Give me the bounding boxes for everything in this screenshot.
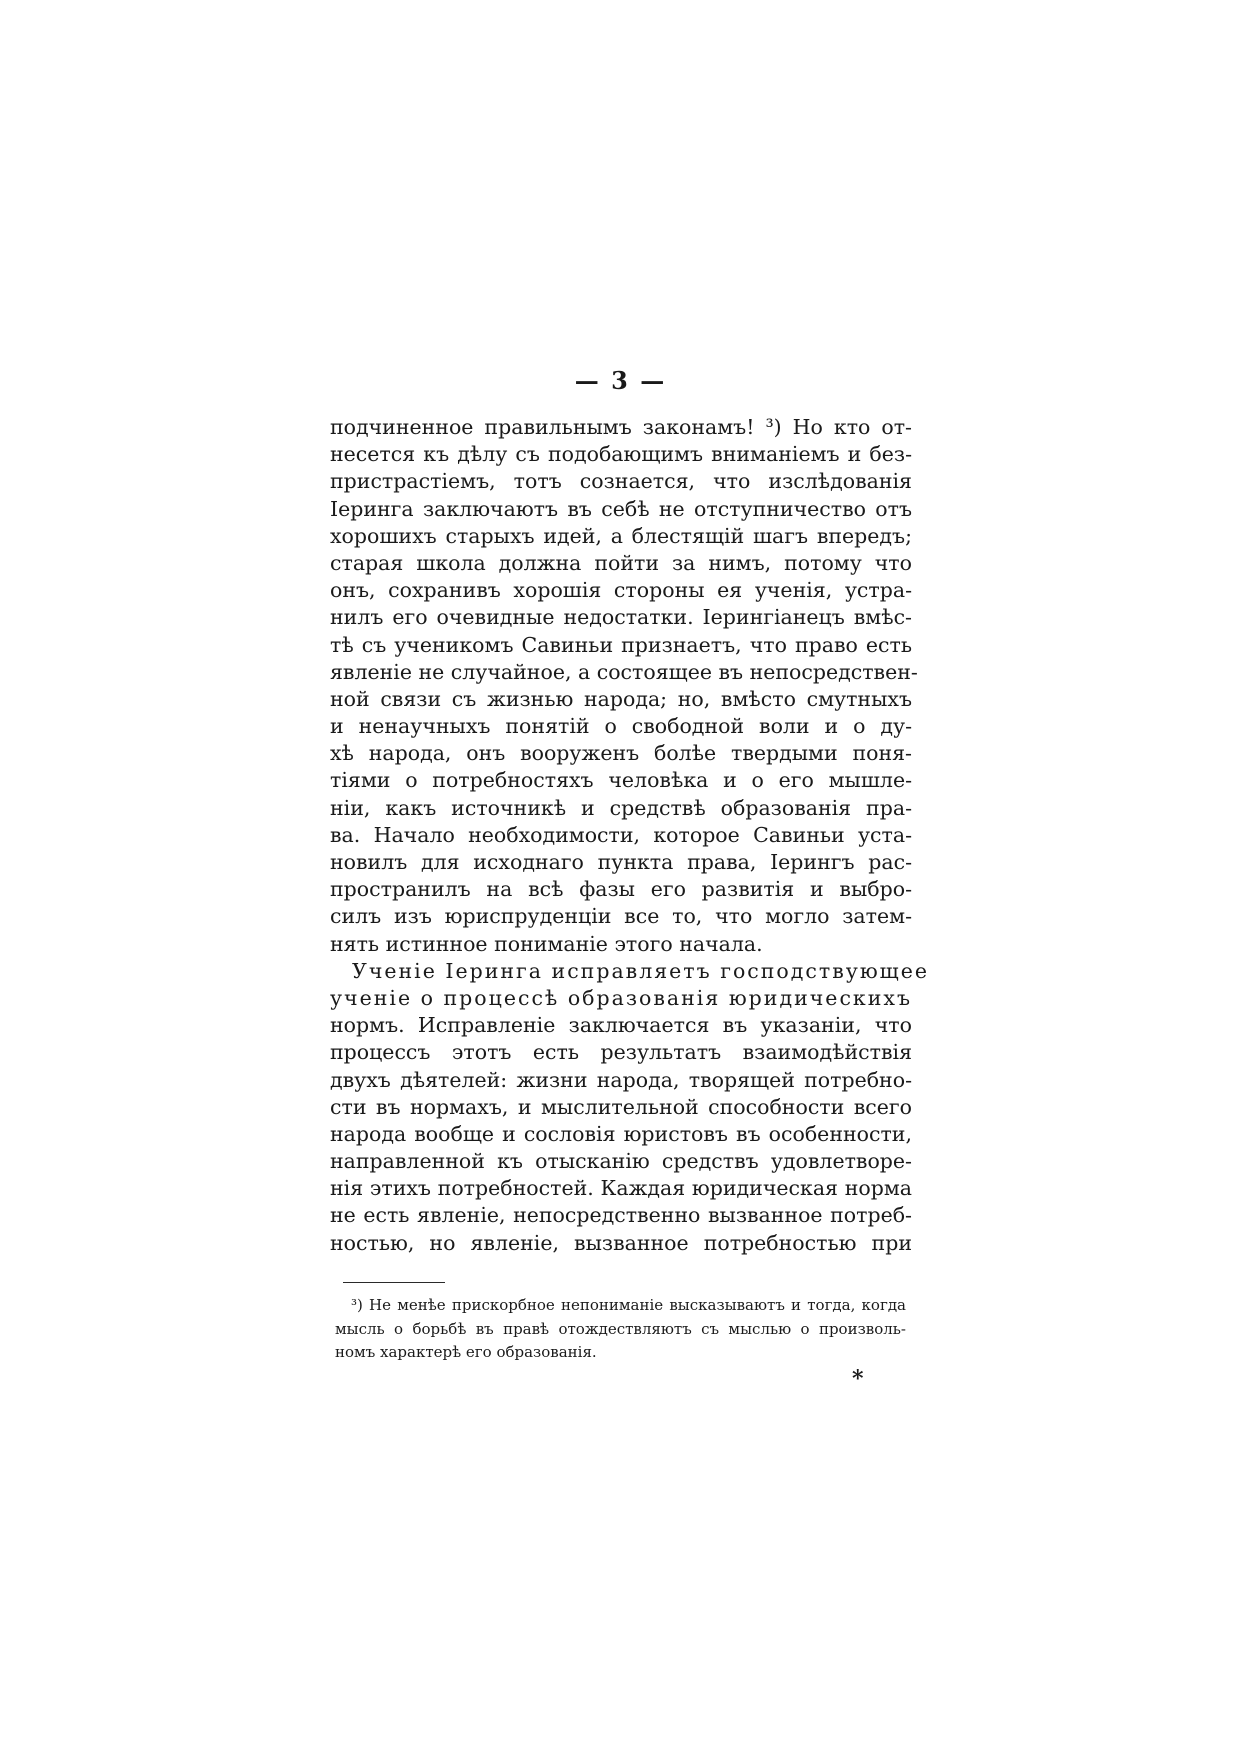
footnote-line: ³) Не менѣе прискорбное непониманіе высказываютъ и тогда, когда [351,1296,906,1314]
text-line: онъ, сохранивъ хорошія стороны ея ученія, устра- [330,578,912,603]
text-line: ностью, но явленіе, вызванное потребностью при [330,1230,912,1255]
text-line: пространилъ на всѣ фазы его развитія и выбро- [330,877,912,902]
text-line: нормъ. Исправленіе заключается въ указаніи, что [330,1013,912,1038]
text-line: нилъ его очевидные недостатки. Іерингіанецъ вмѣс- [330,605,912,630]
text-line: не есть явленіе, непосредственно вызванное потреб- [330,1203,912,1228]
text-line: Іеринга заключаютъ въ себѣ не отступничество отъ [330,496,912,521]
text-line: сти въ нормахъ, и мыслительной способности всего [330,1094,912,1119]
text-line: пристрастіемъ, тотъ сознается, что изслѣдованія [330,469,912,494]
text-line: двухъ дѣятелей: жизни народа, творящей потребно- [330,1067,912,1092]
text-line: ніи, какъ источникѣ и средствѣ образованія пра- [330,795,912,820]
text-line: Ученіе Іеринга исправляетъ господствующее [352,958,929,983]
text-line: несется къ дѣлу съ подобающимъ вниманіемъ и без- [330,442,912,467]
text-line: нія этихъ потребностей. Каждая юридическая норма [330,1176,912,1201]
signature-mark: * [852,1366,864,1392]
text-line: хорошихъ старыхъ идей, а блестящій шагъ впередъ; [330,523,912,548]
footnote-divider [343,1282,445,1283]
text-line: ной связи съ жизнью народа; но, вмѣсто смутныхъ [330,686,912,711]
footnote-line: мысль о борьбѣ въ правѣ отождествляютъ съ мыслью о произволь- [335,1319,906,1338]
text-line: нять истинное пониманіе этого начала. [330,931,763,956]
text-line: направленной къ отысканію средствъ удовлетворе- [330,1149,912,1174]
body-text [330,414,929,1257]
text-line: ученіе о процессѣ образованія юридическихъ [330,985,912,1010]
footnotes [335,1294,906,1365]
text-line: и ненаучныхъ понятій о свободной воли и о ду- [330,714,912,739]
text-line: процессъ этотъ есть результатъ взаимодѣйствія [330,1040,912,1065]
text-line: хѣ народа, онъ вооруженъ болѣе твердыми поня- [330,741,912,766]
text-line: явленіе не случайное, а состоящее въ непосредствен- [330,659,918,684]
text-line: тѣ съ ученикомъ Савиньи признаетъ, что право есть [330,632,912,657]
footnote-line: номъ характерѣ его образованія. [335,1343,597,1361]
text-line: ва. Начало необходимости, которое Савиньи уста- [330,822,912,847]
text-line: подчиненное правильнымъ законамъ! ³) Но кто от- [330,415,912,439]
page-number: — 3 — [574,366,667,395]
text-line: старая школа должна пойти за нимъ, потому что [330,550,912,575]
text-line: новилъ для исходнаго пункта права, Іерингъ рас- [330,850,912,874]
text-line: тіями о потребностяхъ человѣка и о его мышле- [330,768,912,793]
text-line: народа вообще и сословія юристовъ въ особенности, [330,1121,912,1146]
text-line: силъ изъ юриспруденціи все то, что могло затем- [330,904,912,929]
